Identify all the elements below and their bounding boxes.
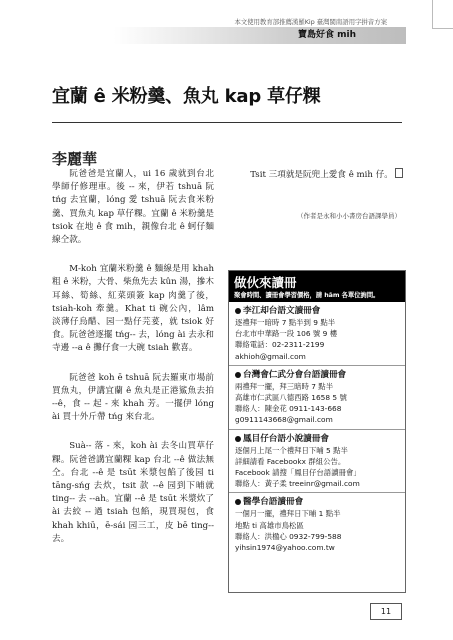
club-name: 台灣會仁武分會台語讀冊會 xyxy=(243,369,347,380)
club-contact: 聯絡人：洪楹心 0932-799-588 xyxy=(235,531,342,541)
header-note: 本文使用教育部推薦漢羅Kip 臺灣閩南語用字拼音方案 xyxy=(234,18,387,26)
club-name-row xyxy=(235,433,399,445)
bullet-icon xyxy=(235,308,241,314)
header-bar xyxy=(0,27,406,44)
bullet-icon xyxy=(235,372,241,378)
club-address: 台北市中華路一段 106 號 9 樓 xyxy=(235,329,338,339)
corner-mark xyxy=(432,0,453,29)
header-category: 寶島好食 mih xyxy=(297,30,356,40)
club-schedule: 逐禮拜一暗時 7 點半到 9 點半 xyxy=(235,318,336,327)
bullet-icon xyxy=(235,436,241,442)
box-subtitle: 聚會時間、讀冊會學習價格，請 hām 各單位詢問。 xyxy=(234,291,380,299)
end-mark-icon xyxy=(395,168,403,178)
club-name: 鳳目仔台語小說讀冊會 xyxy=(243,433,329,444)
club-address: 高雄市仁武區八德西路 1658 5 號 xyxy=(235,393,347,403)
article-title: 宜蘭 ê 米粉羹、魚丸 kap 草仔粿 xyxy=(52,86,321,107)
closing-text: Tsit 三項就是阮兜上愛食 ê mih 仔。 xyxy=(250,170,393,180)
paragraph-1: 阮爸爸是宜蘭人，ui 16 歲就到台北學師仔修理車。後 -- 來，伊若 tshuā 阮 tńg 去宜蘭，lóng 愛 tshuā 阮去食米粉羹、買魚丸 kap 草仔粿。宜蘭 ê 米粉羹是 tsiok 在地 ê 食 mih，親像台北 ê 蚵仔麵線仝款。 xyxy=(52,169,214,246)
paragraph-2: M-koh 宜蘭米粉羹 ê 麵線是用 khah 粗 ê 米粉，大骨、柴魚先去 kûn 湯，摻木耳絲、筍絲、紅菜頭簽 kap 肉羹了後，tsiah-koh 牽羹。Khat ti 碗公內，lâm 淡薄仔烏醋、园一點仔芫荽，就 tsiok 好食。阮爸爸逐擺 tńg-- 去，lóng ài 去永和寺邊 --a ê 攤仔食一大碗 tsiah 歡喜。 xyxy=(52,264,214,354)
paragraph-3: 阮爸爸 koh ē tshuā 阮去羅東市場前買魚丸，伊講宜蘭 ê 魚丸是正港鯊魚去拍 --ê，食 -- 起 - 來 khah 芳。一擺伊 lóng ài 買十外斤帶 tńg 來台北。 xyxy=(52,372,214,423)
right-column xyxy=(233,168,403,182)
club-contact: 聯絡人：陳金花 0911-143-668 xyxy=(235,404,342,414)
club-facebook: Facebook 請搜「鳳目仔台語讀冊會」 xyxy=(235,468,361,478)
club-address: 地點 ti 高雄市鳥松區 xyxy=(235,520,304,530)
box-title: 做伙來讀冊 xyxy=(234,275,297,290)
club-name: 李江却台語文讀冊會 xyxy=(243,306,321,316)
author-name: 李麗華 xyxy=(52,150,98,168)
club-schedule: 兩禮拜一擺，拜三暗時 7 點半 xyxy=(235,381,334,391)
club-contact: 聯絡電話：02-2311-2199 xyxy=(235,340,325,350)
club-email: g0911143668@gmail.com xyxy=(235,415,333,425)
club-note: 詳細請看 Facebookx 群組公告。 xyxy=(235,456,346,466)
club-group xyxy=(229,493,405,556)
club-name-row xyxy=(235,305,399,317)
club-group xyxy=(229,366,405,430)
reading-club-box xyxy=(228,270,406,593)
paragraph-4: Suà-- 落 - 來，koh ài 去冬山買草仔粿。阮爸爸講宜蘭粿 kap 台北 --ê 做法無仝。台北 --ê 是 tsūt 米漿包餡了後园 ti tāng-sńg 去炊，tsit 款 --ê 园到下晡就 ting-- 去 --ah。宜蘭 --ê 是 tsūt 米漿炊了 ài 去絞 -- 過 tsiah 包餡，現買現包，食 khah khiū，ē-sái 园三工，皮 bē ting-- 去。 xyxy=(52,441,214,544)
club-schedule: 一個月一擺，禮拜日下晡 1 點半 xyxy=(235,509,341,519)
closing-paragraph xyxy=(233,168,403,182)
club-contact: 聯絡人：黃子柔 treeinr@gmail.com xyxy=(235,479,360,489)
club-email: akhioh@gmail.com xyxy=(235,351,306,361)
bullet-icon xyxy=(235,499,241,505)
page-number: 11 xyxy=(370,603,402,620)
left-column xyxy=(52,168,214,562)
club-name-row xyxy=(235,369,399,381)
club-name: 醫學台語讀冊會 xyxy=(243,497,304,508)
club-name-row xyxy=(235,496,399,508)
club-group xyxy=(229,302,405,366)
author-credit: （作者是永和小小書房台語課學員） xyxy=(297,212,401,220)
club-email: yihsin1974@yahoo.com.tw xyxy=(235,543,335,553)
box-header xyxy=(229,271,405,302)
club-group xyxy=(229,430,405,494)
title-divider xyxy=(52,122,402,123)
club-schedule: 逐個月上尾一个禮拜日下晡 5 點半 xyxy=(235,445,348,455)
